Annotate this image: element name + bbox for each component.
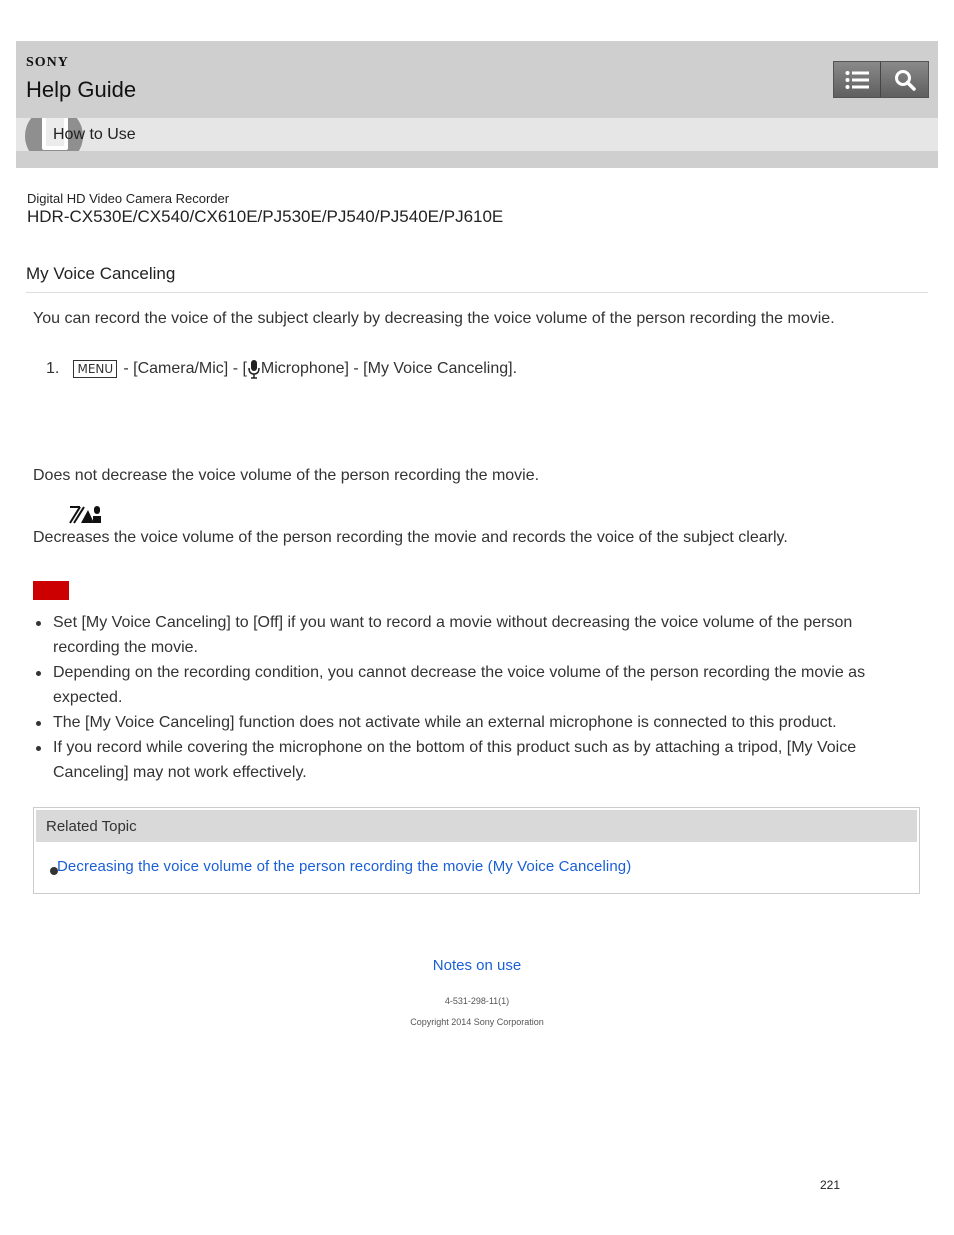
note-badge — [33, 581, 69, 600]
search-icon — [894, 69, 916, 91]
step-number: 1. — [46, 360, 60, 377]
page-number: 221 — [820, 1178, 841, 1192]
note-item: Depending on the recording condition, you cannot decrease the voice volume of the person recording the movie as expected. — [33, 660, 913, 710]
section-bar — [16, 118, 938, 151]
list-icon — [845, 70, 869, 90]
notes-list — [33, 610, 913, 785]
intro-text: You can record the voice of the subject clearly by decreasing the voice volume of the person recording the movie. — [33, 310, 835, 327]
step-text-b: Microphone] - [My Voice Canceling]. — [260, 360, 518, 377]
note-item: The [My Voice Canceling] function does not activate while an external microphone is connected to this product. — [33, 710, 913, 735]
search-button[interactable] — [881, 62, 928, 97]
related-topic-box — [33, 807, 920, 894]
product-category: Digital HD Video Camera Recorder — [27, 191, 230, 206]
help-guide-title[interactable]: Help Guide — [26, 77, 137, 102]
microphone-icon — [247, 359, 261, 379]
notes-on-use-text[interactable]: Notes on use — [432, 957, 522, 974]
sony-logo: SONY — [26, 55, 69, 70]
header-button-group — [833, 61, 929, 98]
note-item: Set [My Voice Canceling] to [Off] if you want to record a movie without decreasing the voice volume of the person recording the movie. — [33, 610, 913, 660]
step-text-a: - [Camera/Mic] - [ — [123, 360, 247, 377]
notes-on-use-link — [0, 957, 954, 974]
step-1 — [46, 359, 517, 379]
section-how-to-use[interactable]: How to Use — [53, 126, 136, 143]
header-bar — [16, 41, 938, 168]
copyright: Copyright 2014 Sony Corporation — [410, 1017, 544, 1027]
related-link[interactable]: Decreasing the voice volume of the person recording the movie (My Voice Canceling) — [57, 858, 632, 875]
title-divider — [26, 292, 928, 293]
option-off-description: Does not decrease the voice volume of the person recording the movie. — [33, 467, 540, 484]
related-topic-header — [36, 810, 917, 842]
page-title: My Voice Canceling — [26, 264, 176, 283]
option-on-description: Decreases the voice volume of the person recording the movie and records the voice of the subject clearly. — [33, 529, 788, 546]
toc-button[interactable] — [834, 62, 881, 97]
note-item: If you record while covering the microphone on the bottom of this product such as by attaching a tripod, [My Voice Canceling] may not work effectively. — [33, 735, 913, 785]
related-topic-heading: Related Topic — [46, 818, 137, 835]
menu-key-icon: MENU — [73, 360, 117, 378]
product-models: HDR-CX530E/CX540/CX610E/PJ530E/PJ540/PJ540E/PJ610E — [27, 207, 504, 226]
voice-canceling-icon — [69, 504, 101, 524]
document-number: 4-531-298-11(1) — [444, 996, 510, 1006]
